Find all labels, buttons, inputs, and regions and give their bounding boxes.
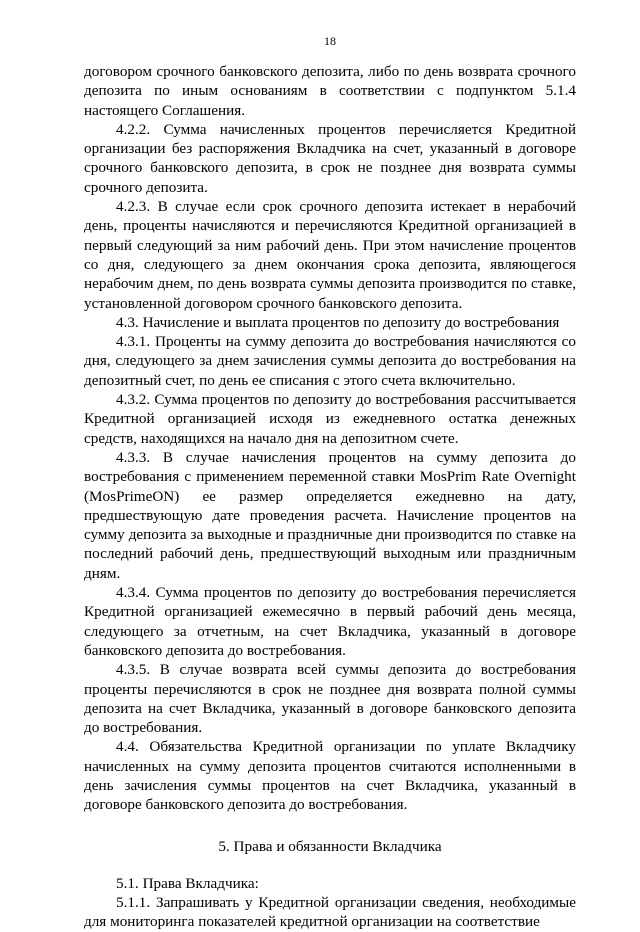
paragraph-5-1-1: 5.1.1. Запрашивать у Кредитной организации сведения, необходимые для мониторинга показателей кредитной организации на соответствие [84, 894, 576, 931]
paragraph-4-2-2: 4.2.2. Сумма начисленных процентов перечисляется Кредитной организации без распоряжения Вкладчика на счет, указанный в договоре срочного банковского депозита, в срок не позднее дня возврата суммы срочного депозита. [84, 120, 576, 196]
paragraph-4-3-5: 4.3.5. В случае возврата всей суммы депозита до востребования проценты перечисляются в срок не позднее дня возврата полной суммы депозита на счет Вкладчика, указанный в договоре банковского депозита до востребования. [84, 661, 576, 737]
paragraph-4-2-3: 4.2.3. В случае если срок срочного депозита истекает в нерабочий день, проценты начисляются и перечисляются Кредитной организацией в первый следующий за ним рабочий день. При этом начисление процентов со дня, следующего за днем окончания срока депозита, являющегося нерабочим днем, по день возврата суммы депозита производится по ставке, установленной договором срочного банковского депозита. [84, 198, 576, 312]
section-heading: 5. Права и обязанности Вкладчика [218, 837, 442, 855]
paragraph-continuation: договором срочного банковского депозита, либо по день возврата срочного депозита по иным основаниям в соответствии с подпунктом 5.1.4 настоящего Соглашения. [84, 63, 576, 119]
paragraph-4-3-2: 4.3.2. Сумма процентов по депозиту до востребования рассчитывается Кредитной организацией исходя из ежедневного остатка денежных средств, находящихся на начало дня на депозитном счете. [84, 391, 576, 447]
paragraph-4-3-1: 4.3.1. Проценты на сумму депозита до востребования начисляются со дня, следующего за днем зачисления суммы депозита до востребования на депозитный счет, по день ее списания с этого счета включительно. [84, 333, 576, 389]
paragraph-4-3: 4.3. Начисление и выплата процентов по депозиту до востребования [116, 313, 560, 331]
paragraph-4-3-4: 4.3.4. Сумма процентов по депозиту до востребования перечисляется Кредитной организацией ежемесячно в первый рабочий день месяца, следующего за отчетным, на счет Вкладчика, указанный в договоре банковского депозита до востребования. [84, 584, 576, 659]
paragraph-5-1: 5.1. Права Вкладчика: [116, 874, 259, 892]
paragraph-4-3-3: 4.3.3. В случае начисления процентов на сумму депозита до востребования с применением переменной ставки MosPrim Rate Overnight (MosPrimeON) ее размер определяется ежедневно на дату, предшествующую дате проведения расчета. Начисление процентов на сумму депозита за выходные и праздничные дни производится по ставке на последний рабочий день, предшествующий выходным или праздничным дням. [84, 448, 576, 582]
paragraph-4-4: 4.4. Обязательства Кредитной организации по уплате Вкладчику начисленных на сумму депозита процентов считаются исполненными в день зачисления суммы процентов на счет Вкладчика, указанный в договоре банковского депозита до востребования. [84, 738, 576, 814]
page-number: 18 [324, 34, 336, 48]
